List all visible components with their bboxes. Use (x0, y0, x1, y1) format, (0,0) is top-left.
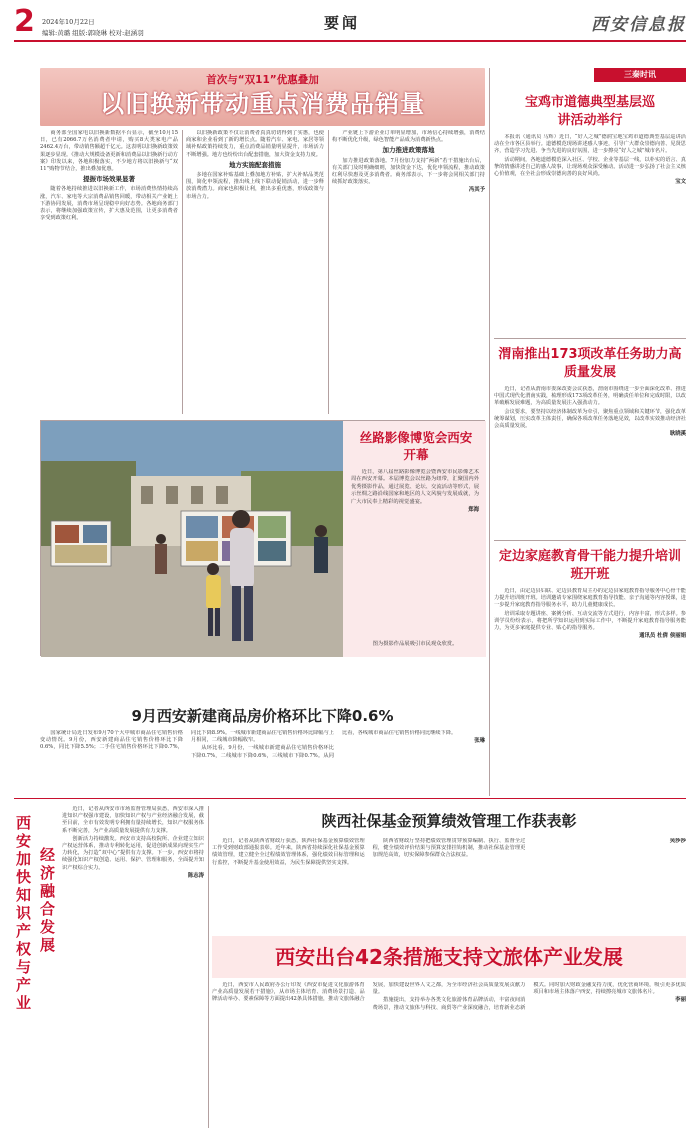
brief-1-text: 本报讯（通讯员 马辉）近日，“好人之城”德润宝地宝鸡市道德典型基层巡讲活动在全市各区县举行。道德模范现场讲述感人事迹，引导广大群众崇德向善、见贤思齐，营造学习先进、争当先进的良好氛围，进一步擦亮“好人之城”城市名片。 (494, 134, 686, 155)
photo-illustration (41, 421, 343, 657)
lead-rule-1 (182, 130, 183, 414)
masthead (14, 6, 686, 42)
house-price-headline: 9月西安新建商品房价格环比下降0.6% (131, 707, 394, 725)
brief-1-author: 宝文 (675, 179, 686, 186)
masthead-rule (14, 40, 686, 42)
tourism-filler: 措施提出，支持举办各类文化旅游体育品牌活动，丰富夜间消费场景，推动文旅体与科技、商贸等产业深度融合，培育新业态新模式。同时加大财政金融支持力度，优化营商环境，吸引更多优质项目和市场主体落户西安，持续擦亮城市文旅体名片。 (372, 982, 686, 1011)
lead-subhead-1: 提振市场效果显著 (83, 175, 135, 184)
brief-3-body (494, 588, 686, 794)
lead-headline-banner (40, 68, 485, 126)
lead-body-col2: 以旧换新政策不仅让消费者真真切切得到了实惠，也使商家和企业看到了新的增长点。随着汽车、家电、家居等领域补贴政策持续发力，重点消费品销量明显提升，市场活力不断增强。地方也纷纷出台配套措施，加大资金支持力度。 (186, 130, 324, 158)
issue-date: 2024年10月22日 (42, 18, 95, 26)
brief-2-headline: 渭南推出173项改革任务助力高质量发展 (498, 347, 682, 380)
photo-caption-text (351, 469, 479, 619)
briefs-banner-label: 三秦时讯 (624, 70, 656, 79)
right-column (494, 68, 686, 796)
tourism-text: 近日，西安市人民政府办公厅印发《西安市促进文化旅游体育产业高质量发展若干措施》，从市场主体培育、消费场景打造、品牌活动举办、要素保障等方面提出42条具体措施，推动文旅体融合发展，加快建设世界人文之都，为全市经济社会高质量发展贡献力量。 (212, 982, 526, 1003)
brief-2-author: 耿晓溪 (669, 431, 686, 438)
social-security-text: 近日，记者从陕西省财政厅获悉，陕西社保基金预算绩效管理工作受到财政部通报表彰。近年来，陕西省持续深化社保基金预算绩效管理，建立健全全过程绩效管理体系，强化绩效目标管理和运行监控，不断提升基金使用效益，为民生保障提供坚实支撑。 (212, 838, 365, 866)
bottom-section-rule (14, 798, 686, 799)
ip-headline-a: 西安加快知识产权与产业 (16, 814, 32, 1012)
brief-3-text: 近日，由定边县妇联、定边县教育局主办的定边县家庭教育指导服务中心骨干能力提升培训班开班。培训邀请专家围绕家庭教育指导技能、亲子沟通等内容授课，进一步提升家庭教育指导服务水平，助力儿童健康成长。 (494, 588, 686, 609)
exhibition-photo (41, 421, 343, 657)
bottom-rule-1 (208, 806, 209, 1128)
brief-3-filler: 培训采取专题讲座、案例分析、互动交流等方式进行，内容丰富，形式多样。参训学员纷纷表示，将把所学知识运用到实际工作中，不断提升家庭教育指导服务能力，为更多家庭提供专业、贴心的指导服务。 (494, 610, 686, 632)
brief-2-text: 近日，记者从渭南市委深改委会议获悉，渭南市围绕进一步全面深化改革、推进中国式现代化渭南实践，梳理形成173项改革任务，明确责任单位和完成时限，以改革破解发展难题，为高质量发展注入强劲动力。 (494, 386, 686, 407)
tourism-headline: 西安出台42条措施支持文旅体产业发展 (275, 945, 623, 969)
lead-rule-2 (328, 130, 329, 414)
lead-filler-col2: 多地在国家补贴基础上叠加地方补贴，扩大补贴品类范围，简化申领流程，推出线上线下联动促销活动，进一步释放消费潜力。商家也积极让利，推出多重优惠，形成政策与市场合力。 (186, 172, 324, 200)
lead-filler-col3: 产业链上下游企业订单明显增加，市场信心持续增强，消费结构不断优化升级，绿色智能产品成为消费新热点。 (332, 130, 485, 144)
lead-author: 冯其予 (468, 187, 485, 194)
briefs-banner (594, 68, 686, 82)
editor-credits: 编辑:黄璐 组版:郭晓琳 校对:赵涵羽 (42, 29, 144, 37)
photo-feature-title: 丝路影像博览会西安开幕 (359, 430, 473, 462)
brief-2-body (494, 386, 686, 536)
brief-1-headline: 宝鸡市道德典型基层巡讲活动举行 (524, 95, 655, 128)
brief-rule-1 (494, 338, 686, 339)
paper-logo: 西安信息报 (591, 15, 686, 35)
right-column-rule (489, 68, 490, 796)
lead-kicker: 首次与“双11”优惠叠加 (206, 74, 319, 86)
ip-filler: 创新活力持续激发。西安市支持高校院所、企业建立知识产权运营体系，推动专利转化运用，促进创新成果向现实生产力转化，为打造“双中心”提供有力支撑。下一步，西安市将持续强化知识产权创造、运用、保护、管理和服务，全面提升知识产权综合实力。 (62, 835, 204, 871)
brief-rule-2 (494, 540, 686, 541)
photo-feature (40, 420, 485, 656)
brief-1-filler: 活动期间，各地道德模范深入社区、学校、企业等基层一线，以朴实的语言、真挚的情感讲述自己的感人故事，让现场观众深受触动。活动进一步弘扬了社会主义核心价值观，在全社会形成崇德向善的良好风尚。 (494, 156, 686, 178)
ip-headline-b: 经济融合发展 (40, 846, 56, 954)
house-price-text: 国家统计局近日发布9月70个大中城市商品住宅销售价格变动情况。9月份，西安新建商品住宅销售价格环比下降0.6%，同比下降5.5%；二手住宅销售价格环比下降0.7%，同比下降8.9%。一线城市新建商品住宅销售价格环比降幅与上月相同，二线城市降幅收窄。 (40, 730, 334, 751)
tourism-headline-banner (212, 936, 686, 978)
lead-headline: 以旧换新带动重点消费品销量 (100, 90, 425, 118)
photo-reporter: 郑海 (468, 507, 479, 514)
lead-filler-col1: 随着各地持续推进以旧换新工作，市场消费热情持续高涨，汽车、家电等大宗消费品销售回暖，带动相关产业链上下游协同发展，消费市场呈现稳中向好态势。各地商务部门表示，将继续加强政策宣传，扩大惠及范围，让更多消费者享受到政策红利。 (40, 186, 178, 222)
tourism-body (212, 982, 686, 1128)
ip-text: 近日，记者从西安市市场监督管理局获悉，西安市深入推进知识产权强市建设，加快知识产权与产业经济融合发展，截至目前，全市有效发明专利拥有量持续增长，知识产权服务体系不断完善，为产业高质量发展提供有力支撑。 (62, 806, 204, 834)
photo-caption-body: 近日，第八届丝路影像博览会暨西安市民影像艺术周在西安开幕。本届博览会以丝路为纽带，汇聚国内外优秀摄影作品，通过展览、论坛、交流活动等形式，展示丝绸之路沿线国家和地区的人文风貌与发展成就，为广大市民奉上精彩的视觉盛宴。 (351, 469, 479, 505)
lead-column-2 (186, 130, 324, 414)
lead-body-col1: 商务部全国家电以旧换新数据平台显示，截至10月15日，已有2066.7万名消费者申请，购买8大类家电产品2462.4万台，带动销售额超千亿元。这表明以旧换新政策效果逐步显现。《推动大规模设备更新和消费品以旧换新行动方案》印发以来，各地积极落实，不少地方将以旧换新与“双11”购物节结合，推出叠加优惠。 (40, 130, 178, 173)
brief-3-headline: 定边家庭教育骨干能力提升培训班开班 (498, 549, 681, 582)
photo-caption-panel (343, 421, 486, 657)
social-security-headline: 陕西社保基金预算绩效管理工作获表彰 (321, 812, 577, 830)
ip-author: 陈志涛 (187, 872, 204, 879)
lead-column-3 (332, 130, 485, 414)
social-security-filler: 陕西省财政厅坚持把绩效管理贯穿预算编制、执行、监督全过程，健全绩效评价结果与预算安排挂钩机制，推动社保基金管理更加规范高效，切实保障参保群众合法权益。 (372, 838, 526, 859)
section-title: 要闻 (324, 14, 361, 32)
lead-subhead-3: 加力推进政策落地 (382, 146, 435, 155)
lead-column-1 (40, 130, 178, 414)
ip-body (62, 806, 204, 1128)
brief-2-filler: 会议要求，要坚持以经济体制改革为牵引，聚焦重点领域和关键环节，强化改革统筹谋划，压实改革主体责任，确保各项改革任务落地见效，以改革实效推动经济社会高质量发展。 (494, 408, 686, 430)
lead-body-col3: 加力推进政策落地。7月份加力支持“两新”若干措施出台后，有关部门及时明确细则，加快资金下达，优化申领流程，推动政策红利尽快惠及更多消费者。商务部表示，下一步将会同相关部门持续抓好政策落实。 (332, 157, 485, 186)
social-security-author: 吴莎莎 (669, 838, 686, 844)
social-security-body (212, 838, 686, 932)
page-number: 2 (14, 4, 35, 39)
photo-credit: 图为摄影作品展吸引市民观众欣赏。 (372, 641, 458, 647)
lead-subhead-2: 地方实施配套措施 (229, 160, 281, 169)
house-price-body (40, 730, 485, 794)
tourism-author: 李丽 (675, 997, 686, 1004)
brief-3-author: 通讯员 杜倩 侯丽娟 (639, 633, 686, 640)
house-price-filler: 从环比看，9月份，一线城市新建商品住宅销售价格环比下降0.7%，二线城市下降0.6%，三线城市下降0.7%。从同比看，各线城市商品住宅销售价格同比继续下降。 (191, 730, 457, 759)
house-price-author: 张琳 (474, 738, 485, 745)
brief-1-body (494, 134, 686, 334)
